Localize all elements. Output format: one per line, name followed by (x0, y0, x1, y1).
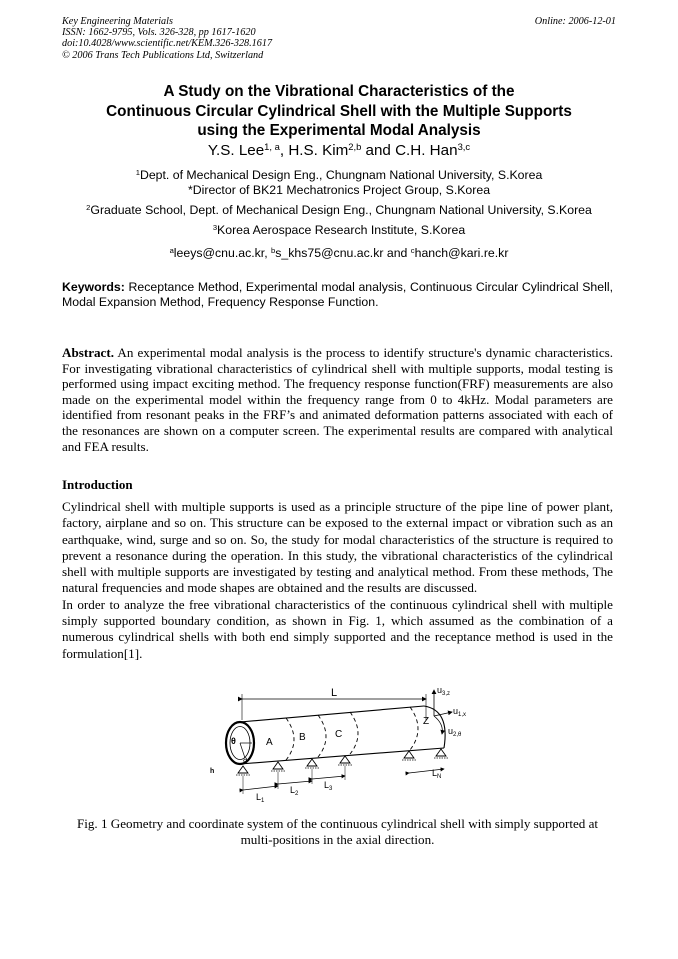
affiliation-1 (40, 168, 638, 183)
support-1 (236, 766, 250, 775)
author-name: Y.S. Lee (207, 142, 265, 159)
introduction-paragraph-1: Cylindrical shell with multiple supports is used as a principle structure of the pipe line of power plant, factory, airplane and so on. This structure can be exposed to the external impact or vibration such as an earthquake, wind, surge and so on. So, the study for modal characteristics of the structure is required to prevent a resonance during the operation. In this study, the vibrational characteristics of the cylindrical shell with multiple supports are investigated by testing and analytical method. From these methods, The natural frequencies and mode shapes are obtained and the results are discussed. (62, 499, 613, 596)
author-superscript: 2,b (348, 140, 362, 152)
email-superscript: a (169, 245, 174, 255)
cylinder-bottom-edge (240, 748, 444, 764)
abstract-text: An experimental modal analysis is the process to identify structure's dynamic characteristics. For investigating vibrational characteristics of cylindrical shell with multiple supports, modal testing is performed using impact exciting method. The frequency response function(FRF) measurements are also made on the experimental model within the frequency range from 0 to 4kHz. Modal parameters are identified from resonant peaks in the FRF’s and animated deformation patterns associated with each of the resonances are shown on a computer screen. The experimental results are compared with analytical and FEA results. (62, 345, 613, 454)
author-superscript: 1, a (264, 140, 280, 152)
keywords-text: Receptance Method, Experimental modal analysis, Continuous Circular Cylindrical Shell, Modal Expansion Method, Frequency Response Function. (62, 280, 613, 310)
online-date: Online: 2006-12-01 (534, 16, 616, 27)
axis-u2-arc (434, 716, 442, 734)
affiliation-text: Graduate School, Dept. of Mechanical Design Eng., Chungnam National University, S.Korea (90, 203, 592, 217)
affiliation-2 (40, 203, 638, 218)
affiliation-superscript: 1 (135, 167, 140, 177)
label-theta: θ (231, 736, 236, 746)
author-superscript: 3,c (457, 140, 471, 152)
email-superscript: c (410, 245, 415, 255)
span-L1-line (243, 786, 278, 790)
copyright-line: © 2006 Trans Tech Publications Ltd, Switzerland (62, 49, 264, 61)
introduction-body (62, 499, 613, 662)
support-5 (402, 751, 416, 760)
label-u2: $u_{2,\theta}$ (448, 726, 462, 738)
caption-line-1: Fig. 1 Geometry and coordinate system of the continuous cylindrical shell with simply supported at (76, 816, 599, 831)
figure-1-caption (62, 816, 613, 848)
label-section-C: C (335, 729, 343, 740)
section-ring-2 (318, 715, 326, 757)
email-link[interactable]: hanch@kari.re.kr (414, 246, 509, 260)
caption-line-2: multi-positions in the axial direction. (240, 832, 435, 847)
author-name: and C.H. Han (361, 142, 458, 159)
abstract-label: Abstract. (62, 345, 114, 360)
journal-header (62, 16, 616, 61)
affiliation-superscript: 3 (212, 222, 218, 232)
email-superscript: b (271, 245, 276, 255)
span-LN-line (409, 769, 444, 773)
label-section-B: B (299, 732, 306, 743)
paper-title (40, 82, 638, 141)
title-line-2: Continuous Circular Cylindrical Shell with the Multiple Supports (106, 102, 572, 120)
affiliation-text: Dept. of Mechanical Design Eng., Chungnam National University, S.Korea (139, 168, 543, 182)
affiliation-superscript: 2 (86, 202, 91, 212)
label-L3: $L_3$ (324, 780, 333, 792)
axis-u1-arrow (434, 712, 452, 716)
keywords-label: Keywords: (62, 280, 125, 294)
span-L2-line (278, 781, 312, 784)
introduction-heading: Introduction (62, 477, 133, 492)
support-2 (271, 762, 285, 771)
doi-line: doi:10.4028/www.scientific.net/KEM.326-328.1617 (62, 38, 273, 50)
abstract-section (62, 345, 613, 454)
email-link[interactable]: leeys@cnu.ac.kr, (173, 246, 272, 260)
label-u3: $u_{3,z}$ (437, 685, 451, 697)
support-3 (305, 759, 319, 768)
section-ring-3 (350, 712, 358, 754)
title-line-1: A Study on the Vibrational Characteristics of the (163, 83, 515, 100)
label-L2: $L_2$ (290, 785, 299, 797)
cylinder-top-edge (240, 706, 424, 722)
keywords-section (62, 280, 613, 311)
label-L1: $L_1$ (256, 792, 265, 804)
label-section-Z: Z (423, 716, 430, 727)
email-line (40, 246, 638, 261)
label-radius-a: a (243, 755, 248, 764)
issn-line: ISSN: 1662-9795, Vols. 326-328, pp 1617-1620 (62, 27, 256, 39)
author-name: , H.S. Kim (279, 142, 349, 159)
label-thickness-h: h (210, 768, 215, 775)
email-link[interactable]: s_khs75@cnu.ac.kr and (275, 246, 411, 260)
figure-1-cylinder-diagram (200, 678, 480, 804)
title-line-3: using the Experimental Modal Analysis (197, 122, 481, 139)
affiliation-3 (40, 223, 638, 238)
author-list (40, 142, 638, 159)
journal-name: Key Engineering Materials (62, 16, 173, 27)
label-LN: $L_N$ (432, 768, 442, 780)
section-ring-1 (286, 718, 294, 760)
affiliation-text: Korea Aerospace Research Institute, S.Korea (217, 223, 466, 237)
support-4 (338, 756, 352, 765)
section-ring-4 (410, 707, 418, 750)
span-L3-line (312, 776, 345, 779)
support-6 (434, 749, 448, 758)
introduction-paragraph-2: In order to analyze the free vibrational characteristics of the continuous cylindrical shell with multiple simply supported boundary condition, as shown in Fig. 1, which assumed as the combination of a numerous cylindrical shells with both end simply supported and the receptance method is used in the formulation[1]. (62, 596, 613, 661)
label-section-A: A (266, 737, 273, 748)
label-u1: $u_{1,x}$ (453, 706, 467, 718)
label-L: L (331, 687, 338, 699)
affiliation-1b: *Director of BK21 Mechatronics Project Group, S.Korea (187, 183, 491, 197)
